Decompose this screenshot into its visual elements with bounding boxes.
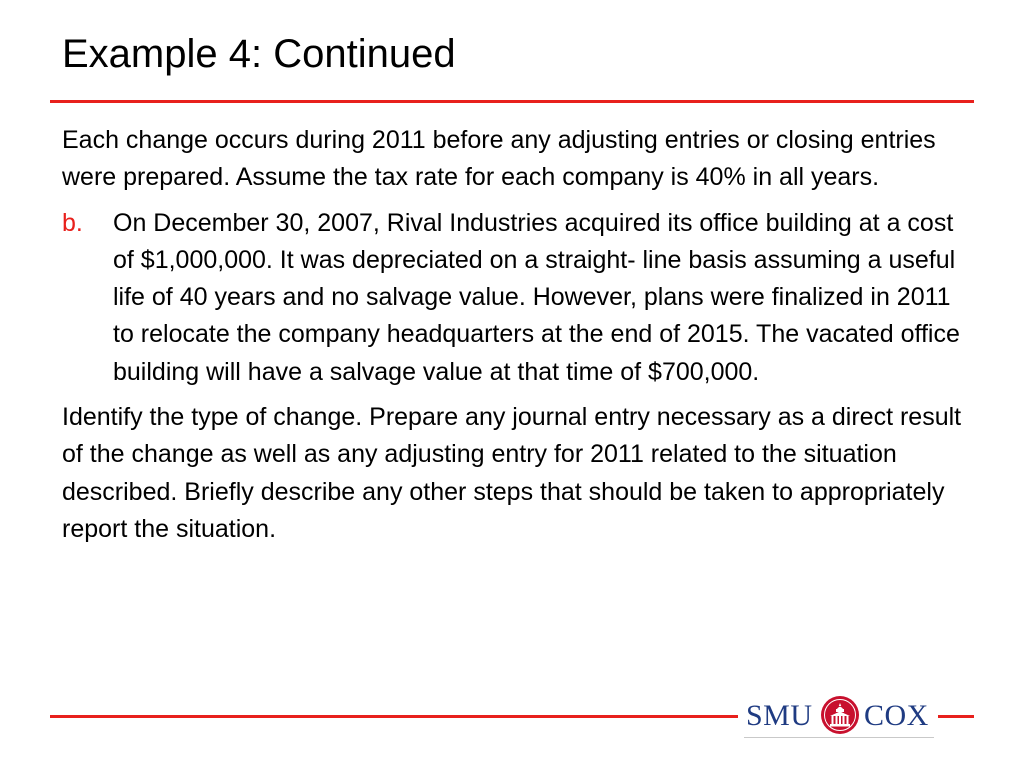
instruction-paragraph: Identify the type of change. Prepare any journal entry necessary as a direct result of the change as well as any adjusting entry for 2011 related to the situation described. Briefly describe any other steps that should be taken to appropriately report the situation.	[62, 403, 962, 543]
smu-cox-logo	[744, 695, 934, 739]
footer-divider-right	[938, 715, 974, 718]
slide-body	[62, 122, 972, 548]
logo-underline	[744, 737, 934, 738]
logo-smu-text: SMU	[746, 699, 813, 732]
slide-title: Example 4: Continued	[62, 32, 456, 76]
title-divider	[50, 100, 974, 103]
footer-divider-left	[50, 715, 738, 718]
list-item-b-text: On December 30, 2007, Rival Industries acquired its office building at a cost of $1,000,000. It was depreciated on a straight- line basis assuming a useful life of 40 years and no salvage value. However, plans were finalized in 2011 to relocate the company headquarters at the end of 2015. The vacated office building will have a salvage value at that time of $700,000.	[113, 208, 960, 386]
list-marker-b: b.	[62, 208, 83, 237]
intro-paragraph: Each change occurs during 2011 before any adjusting entries or closing entries were prepared. Assume the tax rate for each company is 40% in all years.	[62, 126, 936, 192]
logo-cox-text: COX	[864, 699, 929, 732]
university-seal-icon	[820, 695, 860, 735]
list-item-b	[62, 205, 972, 391]
